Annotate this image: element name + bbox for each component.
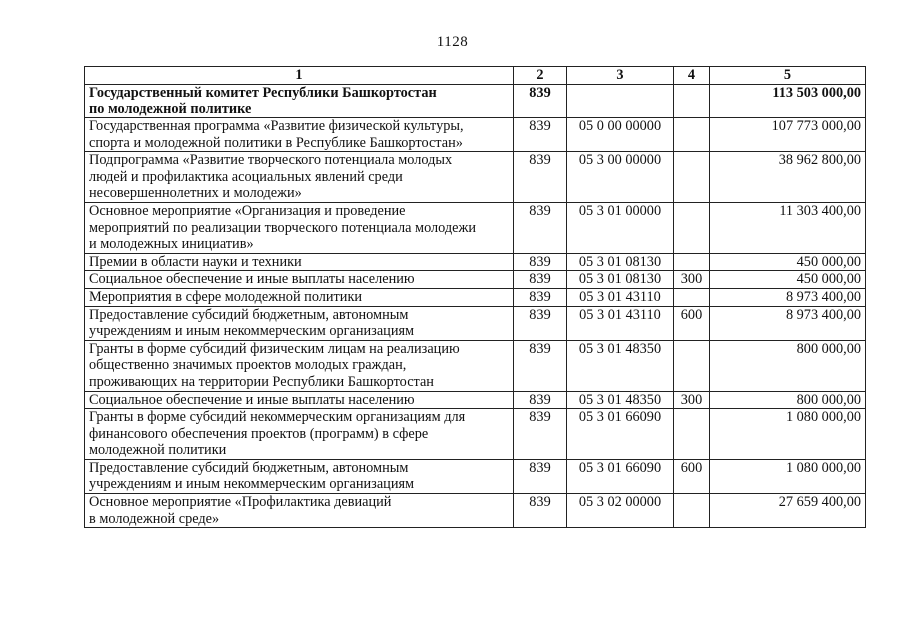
- expense-type-cell: [674, 409, 710, 460]
- expense-type-cell: 600: [674, 306, 710, 340]
- code-cell: 839: [514, 288, 567, 306]
- expense-type-cell: [674, 118, 710, 152]
- table-row: [85, 253, 866, 271]
- expense-type-cell: [674, 288, 710, 306]
- table-row: [85, 202, 866, 253]
- target-code-cell: 05 3 02 00000: [567, 494, 674, 528]
- code-cell: 839: [514, 202, 567, 253]
- name-cell: Основное мероприятие «Профилактика девиаций в молодежной среде»: [85, 494, 514, 528]
- amount-cell: 800 000,00: [710, 340, 866, 391]
- name-cell: Государственный комитет Республики Башкортостан по молодежной политике: [85, 85, 514, 118]
- name-cell: Государственная программа «Развитие физической культуры, спорта и молодежной политики в Республике Башкортостан»: [85, 118, 514, 152]
- name-cell: Подпрограмма «Развитие творческого потенциала молодых людей и профилактика асоциальных явлений среди несовершеннолетних и молодежи»: [85, 152, 514, 203]
- expense-type-cell: 300: [674, 271, 710, 289]
- name-cell: Мероприятия в сфере молодежной политики: [85, 288, 514, 306]
- expense-type-cell: [674, 340, 710, 391]
- expense-type-cell: 300: [674, 391, 710, 409]
- code-cell: 839: [514, 118, 567, 152]
- expense-type-cell: [674, 85, 710, 118]
- page-number: 1128: [436, 34, 469, 50]
- table-row: [85, 494, 866, 528]
- header-cell-2: 2: [514, 67, 567, 85]
- table-row: [85, 340, 866, 391]
- header-row: [85, 67, 866, 85]
- table-row: [85, 288, 866, 306]
- target-code-cell: 05 0 00 00000: [567, 118, 674, 152]
- expense-type-cell: [674, 494, 710, 528]
- name-cell: Предоставление субсидий бюджетным, автономным учреждениям и иным некоммерческим организациям: [85, 459, 514, 493]
- header-cell-4: 4: [674, 67, 710, 85]
- code-cell: 839: [514, 494, 567, 528]
- table-row: [85, 306, 866, 340]
- target-code-cell: [567, 85, 674, 118]
- amount-cell: 1 080 000,00: [710, 409, 866, 460]
- code-cell: 839: [514, 340, 567, 391]
- code-cell: 839: [514, 253, 567, 271]
- expense-type-cell: [674, 152, 710, 203]
- amount-cell: 800 000,00: [710, 391, 866, 409]
- target-code-cell: 05 3 01 08130: [567, 253, 674, 271]
- code-cell: 839: [514, 391, 567, 409]
- target-code-cell: 05 3 01 00000: [567, 202, 674, 253]
- amount-cell: 8 973 400,00: [710, 306, 866, 340]
- name-cell: Гранты в форме субсидий некоммерческим организациям для финансового обеспечения проектов (программ) в сфере молодежной политики: [85, 409, 514, 460]
- name-cell: Социальное обеспечение и иные выплаты населению: [85, 391, 514, 409]
- amount-cell: 113 503 000,00: [710, 85, 866, 118]
- header-cell-5: 5: [710, 67, 866, 85]
- target-code-cell: 05 3 01 66090: [567, 409, 674, 460]
- table-row: [85, 391, 866, 409]
- code-cell: 839: [514, 306, 567, 340]
- expense-type-cell: 600: [674, 459, 710, 493]
- target-code-cell: 05 3 01 43110: [567, 306, 674, 340]
- name-cell: Предоставление субсидий бюджетным, автономным учреждениям и иным некоммерческим организациям: [85, 306, 514, 340]
- code-cell: 839: [514, 459, 567, 493]
- expense-type-cell: [674, 202, 710, 253]
- header-cell-3: 3: [567, 67, 674, 85]
- amount-cell: 38 962 800,00: [710, 152, 866, 203]
- name-cell: Социальное обеспечение и иные выплаты населению: [85, 271, 514, 289]
- budget-table: [84, 66, 866, 528]
- amount-cell: 8 973 400,00: [710, 288, 866, 306]
- table-row: [85, 152, 866, 203]
- name-cell: Основное мероприятие «Организация и проведение мероприятий по реализации творческого потенциала молодежи и молодежных инициатив»: [85, 202, 514, 253]
- table-row: [85, 118, 866, 152]
- code-cell: 839: [514, 271, 567, 289]
- amount-cell: 1 080 000,00: [710, 459, 866, 493]
- code-cell: 839: [514, 85, 567, 118]
- name-cell: Премии в области науки и техники: [85, 253, 514, 271]
- code-cell: 839: [514, 152, 567, 203]
- header-cell-1: 1: [85, 67, 514, 85]
- table-row: [85, 271, 866, 289]
- target-code-cell: 05 3 01 48350: [567, 391, 674, 409]
- table-row: [85, 459, 866, 493]
- target-code-cell: 05 3 01 66090: [567, 459, 674, 493]
- amount-cell: 450 000,00: [710, 253, 866, 271]
- amount-cell: 450 000,00: [710, 271, 866, 289]
- amount-cell: 107 773 000,00: [710, 118, 866, 152]
- table-row: [85, 409, 866, 460]
- target-code-cell: 05 3 01 43110: [567, 288, 674, 306]
- table-row: [85, 85, 866, 118]
- name-cell: Гранты в форме субсидий физическим лицам на реализацию общественно значимых проектов молодых граждан, проживающих на территории Республики Башкортостан: [85, 340, 514, 391]
- target-code-cell: 05 3 01 08130: [567, 271, 674, 289]
- amount-cell: 11 303 400,00: [710, 202, 866, 253]
- target-code-cell: 05 3 01 48350: [567, 340, 674, 391]
- code-cell: 839: [514, 409, 567, 460]
- amount-cell: 27 659 400,00: [710, 494, 866, 528]
- target-code-cell: 05 3 00 00000: [567, 152, 674, 203]
- expense-type-cell: [674, 253, 710, 271]
